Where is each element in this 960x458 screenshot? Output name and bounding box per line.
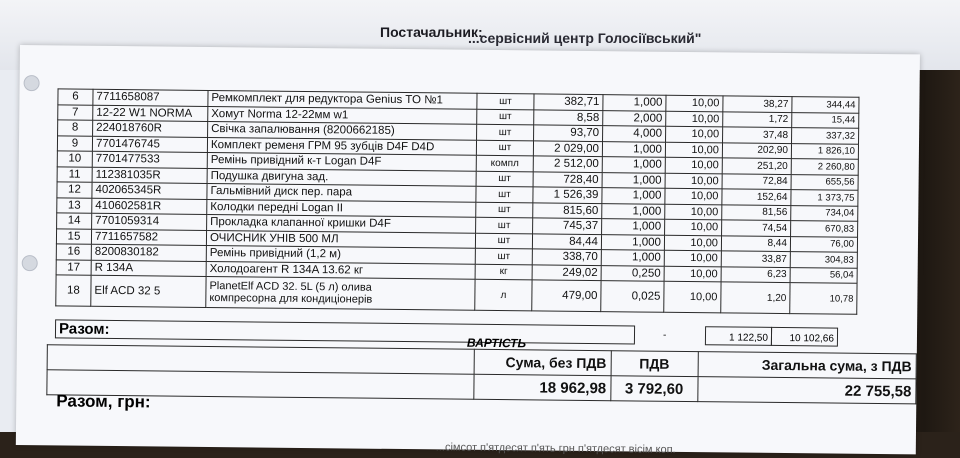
row-total: 344,44 [792, 97, 859, 113]
row-name-line2: компресорна для кондиціонерів [209, 291, 373, 306]
row-discount: 1,72 [723, 111, 792, 127]
row-code: R 134A [91, 260, 206, 277]
row-discount: 74,54 [722, 220, 791, 236]
summary-col3-value: 22 755,58 [697, 377, 916, 404]
row-name: Комплект ременя ГРМ 95 зубців D4F D4D [207, 137, 476, 155]
supplier-name: ...сервісний центр Голосіївський" [468, 30, 702, 46]
row-code: 224018760R [93, 120, 208, 137]
row-discount: 202,90 [722, 142, 791, 158]
row-unit: шт [476, 140, 533, 156]
row-total: 10,78 [790, 283, 857, 315]
amount-in-words: ...сімсот п'ятдесят п'ять грн п'ятдесят вісім коп. [435, 441, 676, 456]
row-number: 8 [58, 120, 93, 136]
row-name: Хомут Norma 12-22мм w1 [208, 106, 477, 124]
row-qty: 0,250 [601, 265, 664, 281]
row-code: 8200830182 [91, 244, 206, 261]
row-name: Гальмівний диск пер. пара [207, 183, 476, 201]
row-code: 7701476745 [92, 136, 207, 153]
row-vat: 10,00 [665, 188, 722, 204]
row-name: Холодоагент R 134A 13.62 кг [206, 261, 475, 279]
row-code: 410602581R [92, 198, 207, 215]
row-total: 655,56 [791, 174, 858, 190]
row-qty: 1,000 [602, 172, 665, 188]
row-number: 13 [57, 197, 92, 213]
row-code: 7701059314 [92, 213, 207, 230]
row-price: 382,71 [534, 94, 603, 110]
row-qty: 1,000 [602, 219, 665, 235]
row-total: 304,83 [790, 252, 857, 268]
row-unit: шт [477, 93, 534, 109]
row-code: 402065345R [92, 182, 207, 199]
row-price: 2 512,00 [533, 156, 602, 172]
row-total: 1 373,75 [791, 190, 858, 206]
row-code: 7701477533 [92, 151, 207, 168]
row-vat: 10,00 [666, 126, 723, 142]
row-unit: шт [477, 124, 534, 140]
row-price: 8,58 [534, 109, 603, 125]
row-unit: компл [476, 155, 533, 171]
row-price: 249,02 [532, 264, 601, 280]
row-unit: кг [475, 264, 532, 280]
row-total: 337,32 [792, 128, 859, 144]
row-qty: 1,000 [601, 250, 664, 266]
summary-col3-header: Загальна сума, з ПДВ [698, 352, 917, 379]
row-vat: 10,00 [664, 235, 721, 251]
row-price: 745,37 [533, 218, 602, 234]
row-qty: 1,000 [603, 95, 666, 111]
row-number: 11 [57, 166, 92, 182]
punch-hole [24, 75, 40, 91]
row-price: 1 526,39 [533, 187, 602, 203]
row-qty: 1,000 [602, 203, 665, 219]
row-unit: л [475, 279, 532, 311]
row-total: 734,04 [791, 205, 858, 221]
row-total: 1 826,10 [791, 143, 858, 159]
row-number: 12 [57, 182, 92, 198]
row-vat: 10,00 [664, 250, 721, 266]
row-name: Колодки передні Logan II [207, 199, 476, 217]
summary-table [46, 344, 916, 404]
row-price: 728,40 [533, 171, 602, 187]
row-discount: 33,87 [721, 251, 790, 267]
totals-label: Разом: [55, 319, 635, 344]
row-qty: 2,000 [603, 110, 666, 126]
row-discount: 81,56 [722, 204, 791, 220]
row-number: 9 [57, 135, 92, 151]
row-unit: шт [476, 202, 533, 218]
row-name [206, 276, 475, 310]
row-number: 16 [56, 244, 91, 260]
row-vat: 10,00 [665, 204, 722, 220]
row-name-line1: PlanetElf ACD 32. 5L (5 л) олива [209, 279, 372, 294]
row-code: 7711657582 [91, 229, 206, 246]
row-vat: 10,00 [665, 142, 722, 158]
row-qty: 1,000 [602, 188, 665, 204]
row-unit: шт [476, 186, 533, 202]
row-discount: 6,23 [721, 266, 790, 282]
row-qty: 1,000 [601, 234, 664, 250]
row-number: 18 [56, 275, 91, 306]
row-number: 14 [57, 213, 92, 229]
row-price: 479,00 [532, 280, 601, 312]
row-number: 15 [56, 228, 91, 244]
row-total: 56,04 [790, 267, 857, 283]
items-table [55, 88, 859, 314]
row-vat: 10,00 [664, 281, 721, 313]
row-vat: 10,00 [666, 95, 723, 111]
cost-title: ВАРТІСТЬ [466, 335, 527, 351]
row-discount: 152,64 [722, 189, 791, 205]
row-name: ОЧИСНИК УНІВ 500 МЛ [206, 230, 475, 248]
row-unit: шт [476, 171, 533, 187]
row-name: Свічка запалювання (8200662185) [208, 121, 477, 139]
row-qty: 1,000 [602, 141, 665, 157]
row-vat: 10,00 [665, 157, 722, 173]
row-qty: 4,000 [603, 126, 666, 142]
summary-col1-value: 18 962,98 [474, 374, 611, 400]
row-code: 12-22 W1 NORMA [93, 105, 208, 122]
totals-discount: 1 122,50 [705, 326, 772, 346]
row-discount: 251,20 [722, 158, 791, 174]
row-total: 76,00 [790, 236, 857, 252]
row-discount: 72,84 [722, 173, 791, 189]
row-qty: 0,025 [601, 281, 664, 313]
summary-col1-header: Сума, без ПДВ [474, 349, 611, 375]
row-number: 6 [58, 89, 93, 105]
row-total: 670,83 [791, 221, 858, 237]
summary-col2-header: ПДВ [611, 351, 698, 377]
row-total: 15,44 [792, 112, 859, 128]
row-name: Прокладка клапанної кришки D4F [207, 214, 476, 232]
row-discount: 38,27 [723, 96, 792, 112]
row-unit: шт [475, 248, 532, 264]
summary-col2-value: 3 792,60 [611, 376, 698, 402]
totals-dash: - [662, 329, 667, 341]
row-vat: 10,00 [666, 111, 723, 127]
punch-hole [22, 255, 38, 271]
totals-total: 10 102,66 [771, 327, 838, 347]
row-vat: 10,00 [665, 173, 722, 189]
row-number: 17 [56, 259, 91, 275]
row-code: 112381035R [92, 167, 207, 184]
row-qty: 1,000 [602, 157, 665, 173]
total-grn-label: Разом, грн: [56, 391, 151, 412]
row-number: 10 [57, 151, 92, 167]
items-table-body [56, 89, 859, 283]
row-price: 93,70 [534, 125, 603, 141]
row-name: Подушка двигуна зад. [207, 168, 476, 186]
row-vat: 10,00 [664, 266, 721, 282]
row-price: 2 029,00 [533, 140, 602, 156]
row-unit: шт [476, 217, 533, 233]
row-discount: 8,44 [721, 235, 790, 251]
row-code: Elf ACD 32 5 [91, 275, 206, 307]
row-discount: 1,20 [721, 282, 790, 314]
row-number: 7 [58, 104, 93, 120]
row-vat: 10,00 [665, 219, 722, 235]
row-discount: 37,48 [723, 127, 792, 143]
row-name: Ремкомплект для редуктора Genius TO №1 [208, 90, 477, 108]
row-name: Ремінь привідний (1,2 м) [206, 245, 475, 263]
row-name: Ремінь привідний к-т Logan D4F [207, 152, 476, 170]
row-price: 84,44 [532, 233, 601, 249]
row-price: 338,70 [532, 249, 601, 265]
row-code: 7711658087 [93, 89, 208, 106]
row-total: 2 260,80 [791, 159, 858, 175]
row-unit: шт [475, 233, 532, 249]
supplier-label: Постачальник: [380, 24, 483, 40]
row-unit: шт [477, 109, 534, 125]
invoice-paper [16, 45, 920, 454]
row-price: 815,60 [533, 202, 602, 218]
